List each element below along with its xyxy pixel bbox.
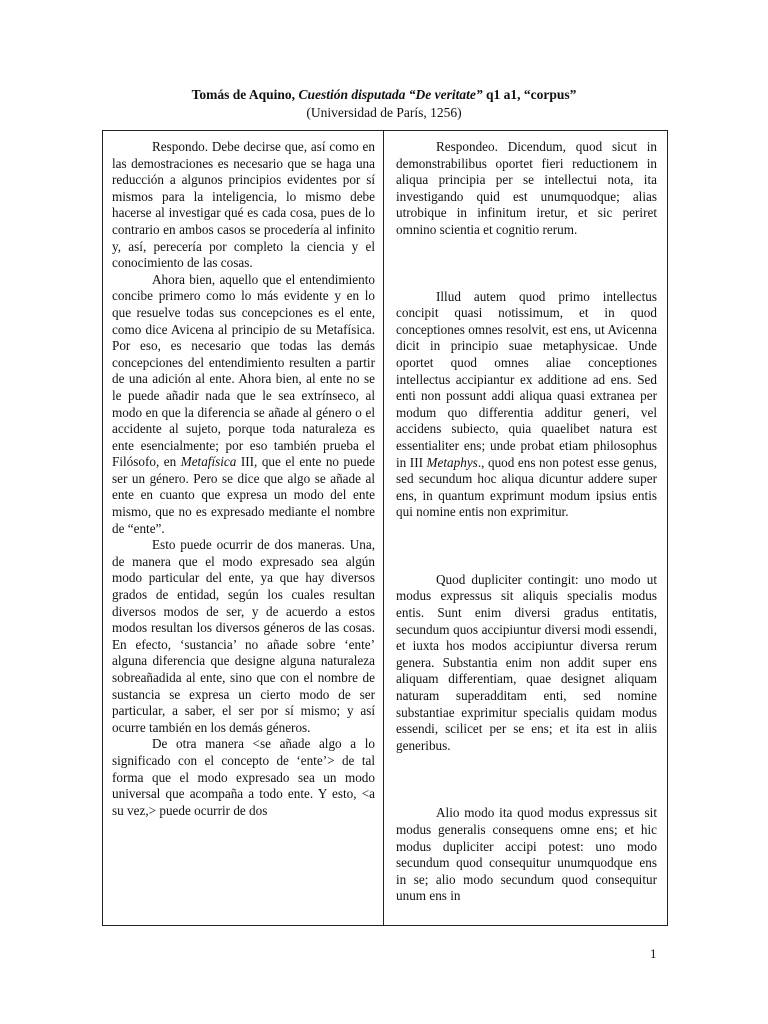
latin-paragraph-2 — [396, 289, 657, 521]
latin-column — [384, 131, 667, 925]
latin-paragraph-3: Quod dupliciter contingit: uno modo ut modus expressus sit aliquis specialis modus entis. Sunt enim diversi gradus entitatis, secundum quos accipiuntur diversi modi essendi, et iuxta hos modos accipiuntur diversa rerum genera. Substantia enim non addit super ens aliquam differentiam, quae designet aliquam naturam superadditam enti, sed nomine substantiae exprimitur specialis quidam modus essendi, scilicet per se ens; et ita est in aliis generibus. — [396, 571, 657, 753]
spanish-p2-text-b: III, que el ente no puede ser un género. Pero se dice que algo se añade al ente en cuanto que expresa un modo del ente mismo, que no es expresado mediante el nombre de “ente”. — [112, 454, 375, 536]
latin-paragraph-4: Alio modo ita quod modus expressus sit modus generalis consequens omne ens; et hic modus dupliciter accipi potest: uno modo secundum quod consequitur unumquodque ens in se; alio modo secundum quod consequitur unum ens in — [396, 805, 657, 904]
title-line — [0, 86, 768, 104]
author-name: Tomás de Aquino, — [191, 87, 296, 102]
latin-p2-italic: Metaphys — [426, 454, 478, 470]
spanish-column — [103, 131, 384, 925]
subtitle: (Universidad de París, 1256) — [306, 105, 462, 120]
parallel-text-table — [102, 130, 668, 926]
work-locus: q1 a1, “corpus” — [485, 87, 577, 102]
spanish-p2-text-a: Ahora bien, aquello que el entendimiento concibe primero como lo más evidente y en lo que resuelve todas sus concepciones es el ente, como dice Avicena al principio de su Metafísica. Por eso, es necesario que todas las demás concepciones del entendimiento resulten a partir de una adición al ente. Ahora bien, al ente no se le puede añadir nada que le sea extrínseco, al modo en que la diferencia se añade al género o el accidente al sujeto, porque toda naturaleza es ente esencialmente; por eso también prueba el Filósofo, en — [112, 271, 375, 470]
spacer — [396, 754, 657, 805]
document-header — [0, 86, 768, 122]
spanish-paragraph-2 — [112, 272, 375, 538]
work-title: Cuestión disputada “De veritate” — [298, 87, 483, 102]
spacer — [396, 521, 657, 572]
spacer — [396, 239, 657, 289]
page-number: 1 — [650, 946, 657, 961]
latin-p2-text-b: ., quod ens non potest esse genus, sed secundum hoc aliqua dicuntur addere super ens, in quantum exprimunt modum ipsius entis qui nomine entis non exprimitur. — [396, 454, 657, 520]
spanish-paragraph-3: Esto puede ocurrir de dos maneras. Una, de manera que el modo expresado sea algún modo particular del ente, ya que hay diversos grados de entidad, según los cuales resultan diversos modos de ser, y de acuerdo a estos modos resultan los diversos géneros de las cosas. En efecto, ‘sustancia’ no añade sobre ‘ente’ alguna diferencia que designe alguna naturaleza sobreañadida al ente, sino que con el nombre de sustancia se expresa un cierto modo de ser particular, a saber, el ser por sí mismo; y así ocurre también en los demás géneros. — [112, 537, 375, 735]
latin-paragraph-1: Respondeo. Dicendum, quod sicut in demonstrabilibus oportet fieri reductionem in aliqua principia per se intellectui nota, ita investigando quid est unumquodque; alias utrobique in infinitum iretur, et sic periret omnino scientia et cognitio rerum. — [396, 139, 657, 237]
spanish-paragraph-1: Respondo. Debe decirse que, así como en las demostraciones es necesario que se haga una reducción a algunos principios evidentes por sí mismos para la inteligencia, lo mismo debe hacerse al investigar qué es cada cosa, pues de lo contrario en ambos casos se procedería al infinito y, así, perecería por completo la ciencia y el conocimiento de las cosas. — [112, 139, 375, 271]
spanish-paragraph-4: De otra manera <se añade algo a lo significado con el concepto de ‘ente’> de tal forma que el modo expresado sea un modo universal que acompaña a todo ente. Y esto, <a su vez,> puede ocurrir de dos — [112, 736, 375, 818]
latin-p2-text-a: Illud autem quod primo intellectus concipit quasi notissimum, et in quod conceptiones omnes resolvit, est ens, ut Avicenna dicit in principio suae metaphysicae. Unde oportet quod omnes aliae conceptiones intellectus accipiantur ex additione ad ens. Sed enti non possunt addi aliqua quasi extranea per modum quo differentia additur generi, vel accidens subiecto, quia quaelibet natura est essentialiter ens; unde probat etiam philosophus in III — [396, 288, 657, 470]
spanish-p2-italic: Metafísica — [180, 454, 237, 470]
